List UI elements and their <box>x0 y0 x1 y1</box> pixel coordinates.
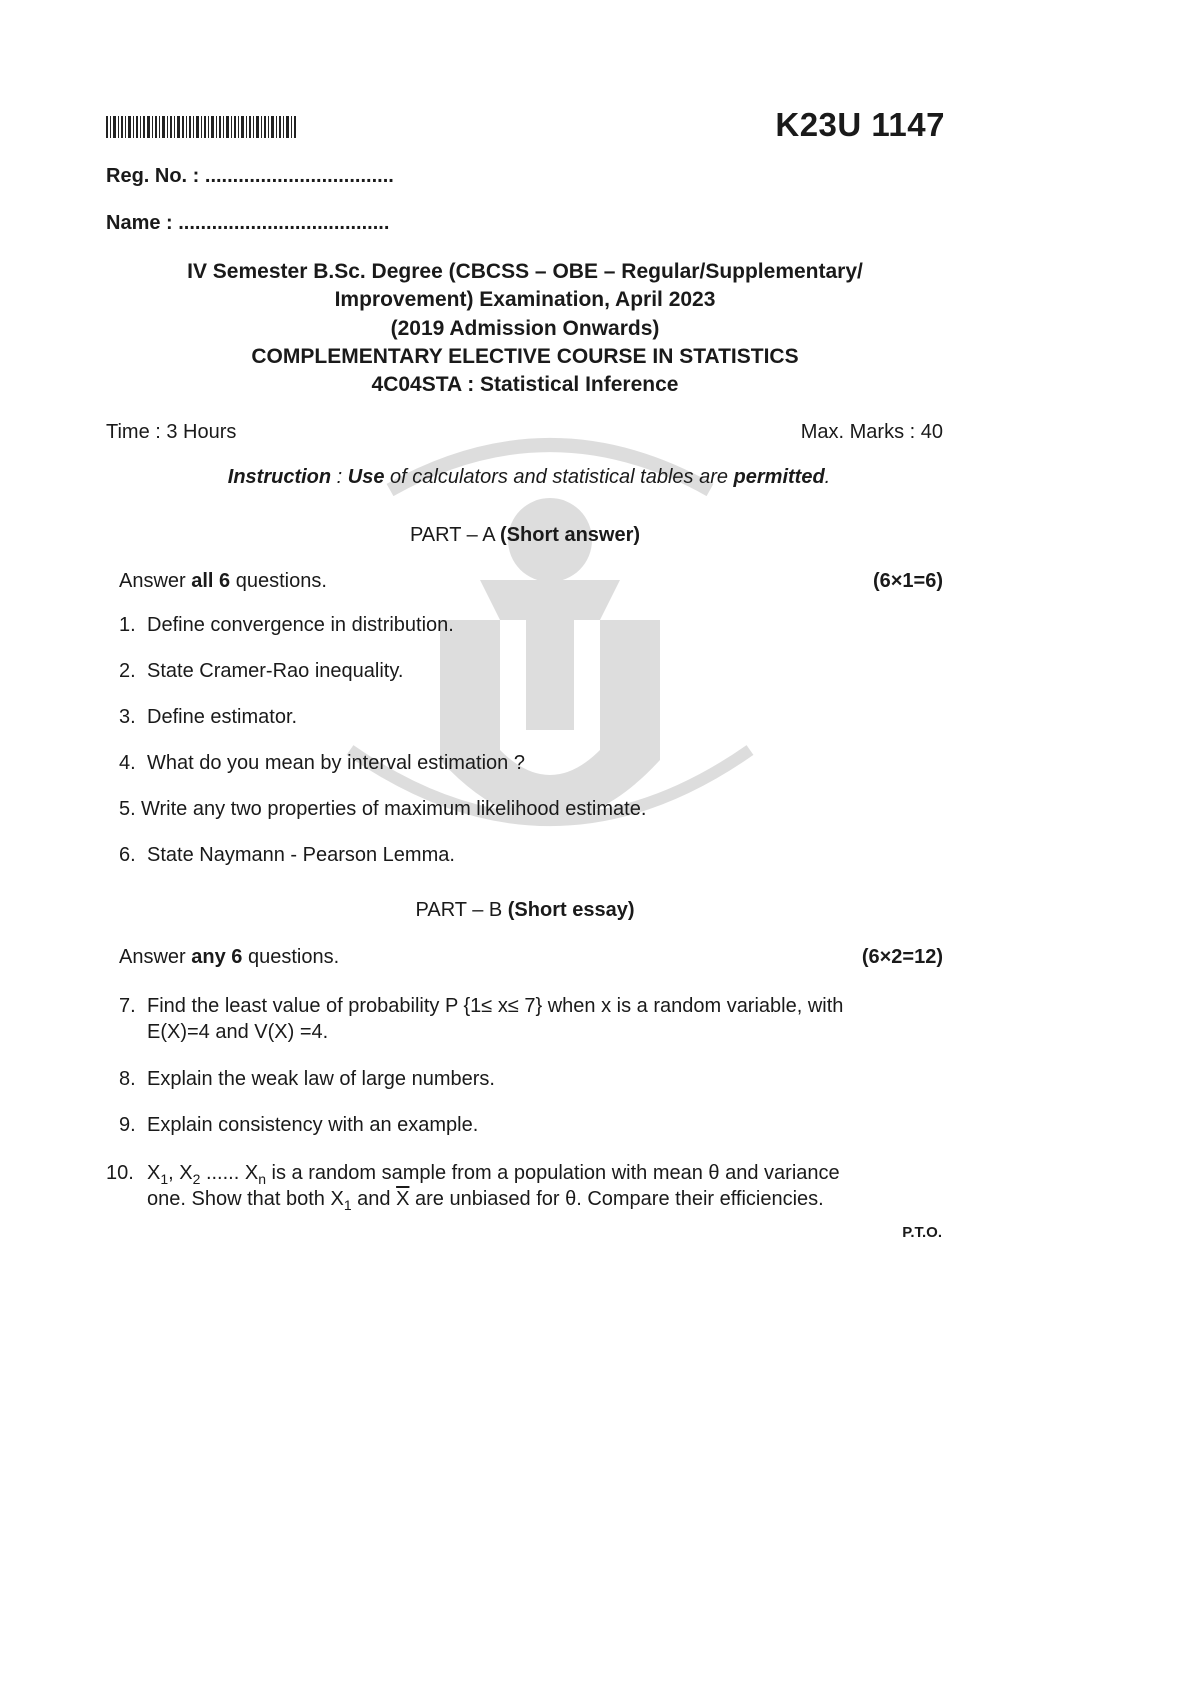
barcode-icon <box>106 116 298 138</box>
course-code: 4C04STA : Statistical Inference <box>371 373 679 396</box>
question-7 <box>119 993 909 1019</box>
question-4 <box>119 750 909 776</box>
instruction-sep: : <box>331 466 348 488</box>
question-text: Define convergence in distribution. <box>147 614 454 636</box>
q10-rest: is a random sample from a population with mean θ and variance <box>265 1162 840 1184</box>
part-a-answer-post: questions. <box>230 570 327 592</box>
name-field: Name : ...................................... <box>106 212 390 234</box>
q10-line2-c: are unbiased for θ. Compare their efficiencies. <box>409 1188 824 1210</box>
part-b-marks: (6×2=12) <box>861 946 943 968</box>
question-3 <box>119 704 909 730</box>
exam-title-line-1: IV Semester B.Sc. Degree (CBCSS – OBE – Regular/Supplementary/ <box>187 260 863 283</box>
q10-sub-1: 1 <box>160 1171 169 1187</box>
max-marks: Max. Marks : 40 <box>800 421 943 443</box>
part-a-heading <box>0 524 1050 547</box>
instruction-use: Use <box>347 466 385 488</box>
part-b-sub: (Short essay) <box>507 899 635 921</box>
part-b-answer-pre: Answer <box>119 946 192 968</box>
x-bar-symbol: $\overline{X}$ <box>396 1188 410 1210</box>
question-number: 5. <box>119 798 136 820</box>
question-10-continued <box>147 1186 824 1218</box>
instruction-label: Instruction <box>227 466 332 488</box>
q10-x: X <box>147 1162 161 1184</box>
question-number: 3. <box>119 706 136 728</box>
question-2 <box>119 658 909 684</box>
q10-line2-a: one. Show that both X <box>147 1188 344 1210</box>
instruction <box>0 466 1058 489</box>
question-text: What do you mean by interval estimation ? <box>147 752 525 774</box>
question-number: 10. <box>106 1162 134 1184</box>
reg-no-field: Reg. No. : .................................. <box>106 165 394 187</box>
q10-comma: , X <box>168 1162 193 1184</box>
instruction-middle: of calculators and statistical tables are <box>384 466 734 488</box>
question-7-continued: E(X)=4 and V(X) =4. <box>147 1021 329 1043</box>
question-8 <box>119 1066 909 1092</box>
question-number: 9. <box>119 1114 136 1136</box>
exam-title-line-3: (2019 Admission Onwards) <box>390 317 660 340</box>
part-b-instruction <box>119 946 339 969</box>
question-number: 8. <box>119 1068 136 1090</box>
part-b-heading <box>0 899 1050 922</box>
question-text: Explain consistency with an example. <box>147 1114 479 1136</box>
question-6 <box>119 842 909 868</box>
part-a-marks: (6×1=6) <box>872 570 943 592</box>
question-1 <box>119 612 909 638</box>
instruction-end: . <box>824 466 831 488</box>
part-b-answer-bold: any 6 <box>191 946 243 968</box>
question-number: 6. <box>119 844 136 866</box>
pto-note: P.T.O. <box>902 1224 942 1241</box>
question-number: 7. <box>119 995 136 1017</box>
course-name: COMPLEMENTARY ELECTIVE COURSE IN STATISTICS <box>251 345 799 368</box>
part-a-label: PART – A <box>409 524 501 546</box>
question-number: 4. <box>119 752 136 774</box>
question-9 <box>119 1112 909 1138</box>
part-b-answer-post: questions. <box>242 946 340 968</box>
paper-code: K23U 1147 <box>775 106 945 143</box>
question-5 <box>119 796 909 822</box>
question-number: 1. <box>119 614 136 636</box>
q10-sub-n: n <box>258 1171 266 1187</box>
q10-dots: ...... X <box>200 1162 259 1184</box>
q10-sub-2: 2 <box>192 1171 201 1187</box>
question-text: Find the least value of probability P {1≤ x≤ 7} when x is a random variable, with <box>147 995 844 1017</box>
question-text: Explain the weak law of large numbers. <box>147 1068 495 1090</box>
question-text: Define estimator. <box>147 706 298 728</box>
question-text: State Cramer-Rao inequality. <box>147 660 404 682</box>
question-number: 2. <box>119 660 136 682</box>
time-allowed: Time : 3 Hours <box>106 421 237 443</box>
part-a-answer-pre: Answer <box>119 570 192 592</box>
exam-title-line-2: Improvement) Examination, April 2023 <box>334 288 716 311</box>
q10-line2-b: and <box>351 1188 397 1210</box>
part-a-answer-bold: all 6 <box>191 570 231 592</box>
part-b-label: PART – B <box>415 899 508 921</box>
part-a-sub: (Short answer) <box>500 524 641 546</box>
question-text: Write any two properties of maximum likelihood estimate. <box>141 798 647 820</box>
q10-line2-sub: 1 <box>343 1197 352 1213</box>
question-text: State Naymann - Pearson Lemma. <box>147 844 455 866</box>
instruction-permitted: permitted <box>733 466 825 488</box>
part-a-instruction <box>119 570 327 593</box>
